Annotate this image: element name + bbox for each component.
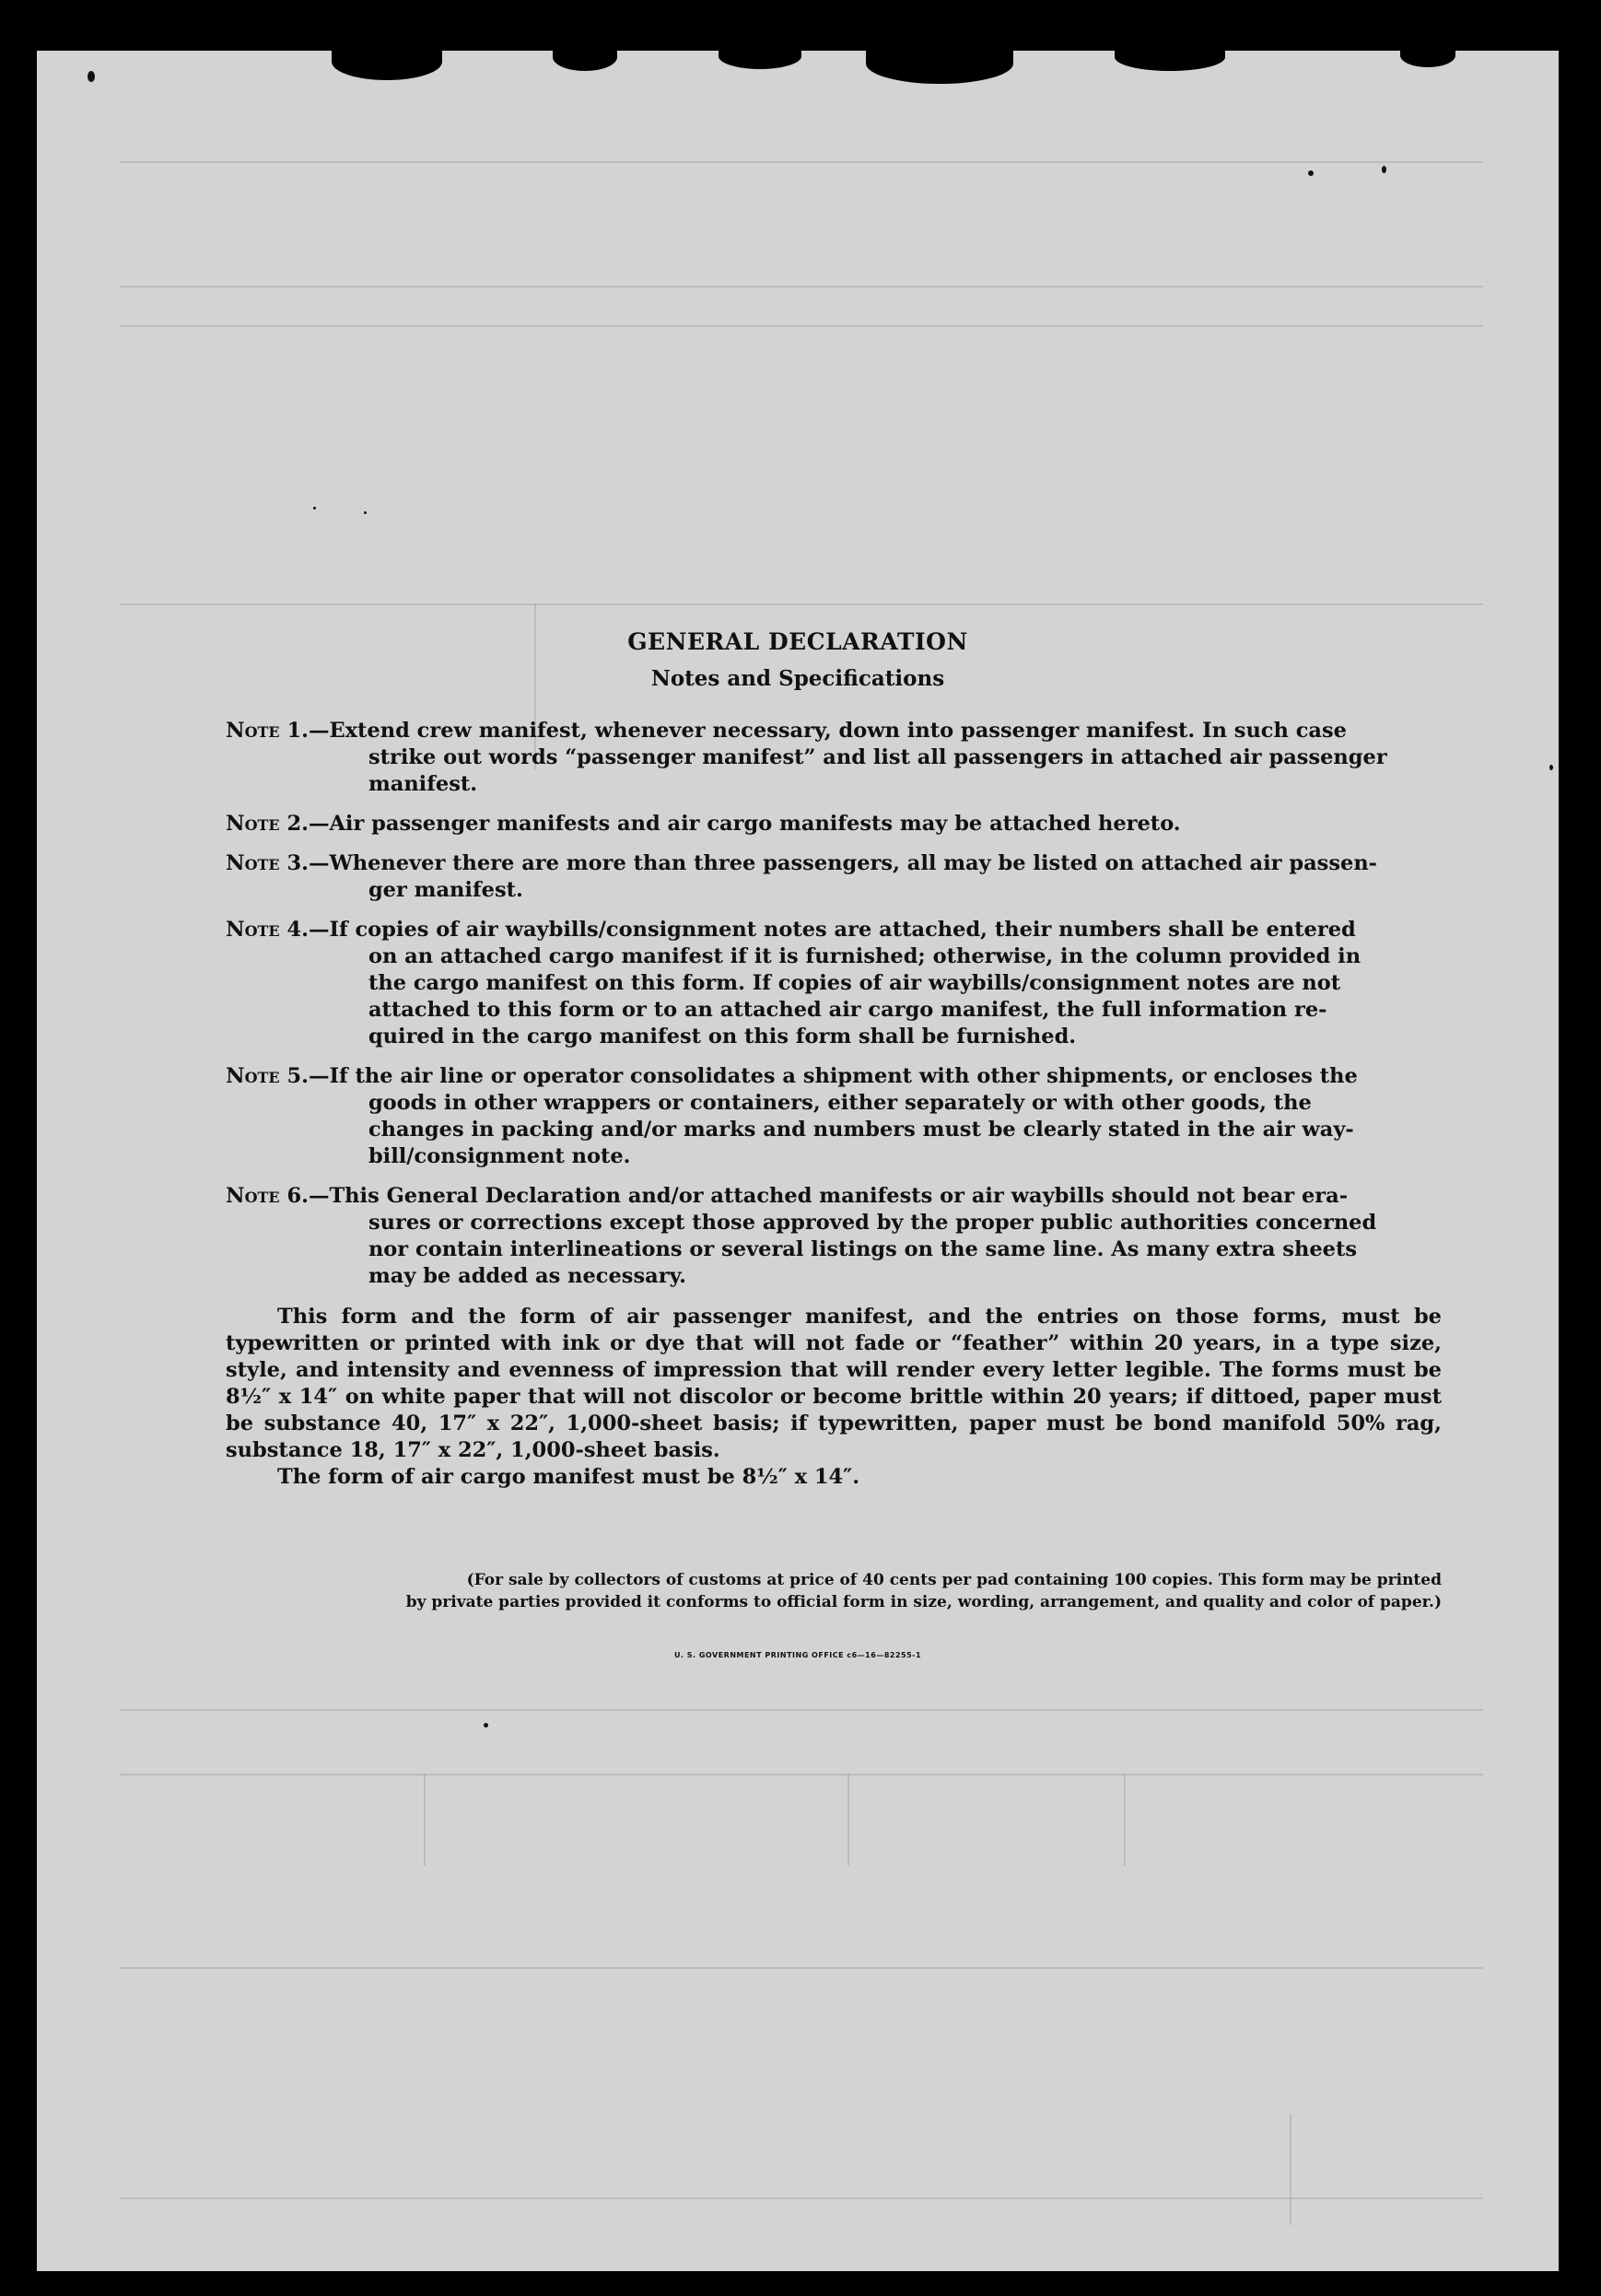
note-label: Note 5. [226,1064,309,1088]
note-line: bill/consignment note. [368,1144,631,1168]
note-line: —This General Declaration and/or attached manifests or air waybills should not bear era- [308,1184,1349,1208]
note-body [309,850,1377,904]
note-line: goods in other wrappers or containers, either separately or with other goods, the [368,1091,1312,1115]
note-item [226,811,1442,838]
note-label: Note 6. [226,1184,309,1208]
note-line: sures or corrections except those approved by the proper public authorities concerned [368,1211,1377,1235]
note-body [309,917,1361,1050]
note-item [226,718,1442,798]
note-line: —Air passenger manifests and air cargo manifests may be attached hereto. [308,812,1181,836]
note-line: on an attached cargo manifest if it is furnished; otherwise, in the column provided in [368,944,1361,968]
note-body [309,718,1387,798]
note-label: Note 4. [226,918,309,942]
form-requirements-paragraph: This form and the form of air passenger manifest, and the entries on those forms, must be typewritten or printed with ink or dye that will not fade or “feather” within 20 years, in a type size, style, and intensity and evenness of impression that will render every letter legible. The forms must be 8½″ x 14″ on white paper that will not discolor or become brittle within 20 years; if dittoed, paper must be substance 40, 17″ x 22″, 1,000-sheet basis; if typewritten, paper must be bond manifold 50% rag, substance 18, 17″ x 22″, 1,000-sheet basis. [226,1305,1442,1462]
note-line: —Whenever there are more than three passengers, all may be listed on attached air passen- [308,851,1378,875]
note-line: strike out words “passenger manifest” and list all passengers in attached air passenger [368,745,1387,769]
note-line: changes in packing and/or marks and numbers must be clearly stated in the air way- [368,1118,1354,1142]
note-line: —Extend crew manifest, whenever necessary, down into passenger manifest. In such case [308,719,1347,743]
note-body [309,1183,1376,1290]
note-line: —If copies of air waybills/consignment notes are attached, their numbers shall be entered [308,918,1356,942]
declaration-content [37,51,1559,2271]
document-page [37,51,1559,2271]
note-line: attached to this form or to an attached air cargo manifest, the full information re- [368,998,1327,1022]
notes-list [226,718,1442,1303]
note-line: ger manifest. [368,878,523,902]
note-line: nor contain interlineations or several listings on the same line. As many extra sheets [368,1237,1358,1261]
note-body [309,1063,1358,1170]
cargo-form-size-note: The form of air cargo manifest must be 8½″ x 14″. [277,1465,860,1489]
note-body [309,811,1181,838]
note-label: Note 2. [226,812,309,836]
note-line: may be added as necessary. [368,1264,686,1288]
note-line: manifest. [368,772,478,796]
sale-note-line: (For sale by collectors of customs at price of 40 cents per pad containing 100 copies. This form may be printed [466,1571,1442,1589]
page-title: GENERAL DECLARATION [627,628,968,655]
note-item [226,850,1442,904]
sale-note [226,1569,1442,1613]
sale-note-line: by private parties provided it conforms to official form in size, wording, arrangement, and quality and color of paper.) [405,1593,1442,1611]
note-label: Note 3. [226,851,309,875]
note-item [226,917,1442,1050]
note-line: quired in the cargo manifest on this form shall be furnished. [368,1025,1077,1048]
page-subtitle: Notes and Specifications [650,666,945,691]
note-line: —If the air line or operator consolidates a shipment with other shipments, or encloses the [308,1064,1358,1088]
note-label: Note 1. [226,719,309,743]
printing-office-imprint: U. S. GOVERNMENT PRINTING OFFICE c6—16—82255-1 [673,1651,922,1659]
note-line: the cargo manifest on this form. If copies of air waybills/consignment notes are not [368,971,1341,995]
note-item [226,1183,1442,1290]
note-item [226,1063,1442,1170]
